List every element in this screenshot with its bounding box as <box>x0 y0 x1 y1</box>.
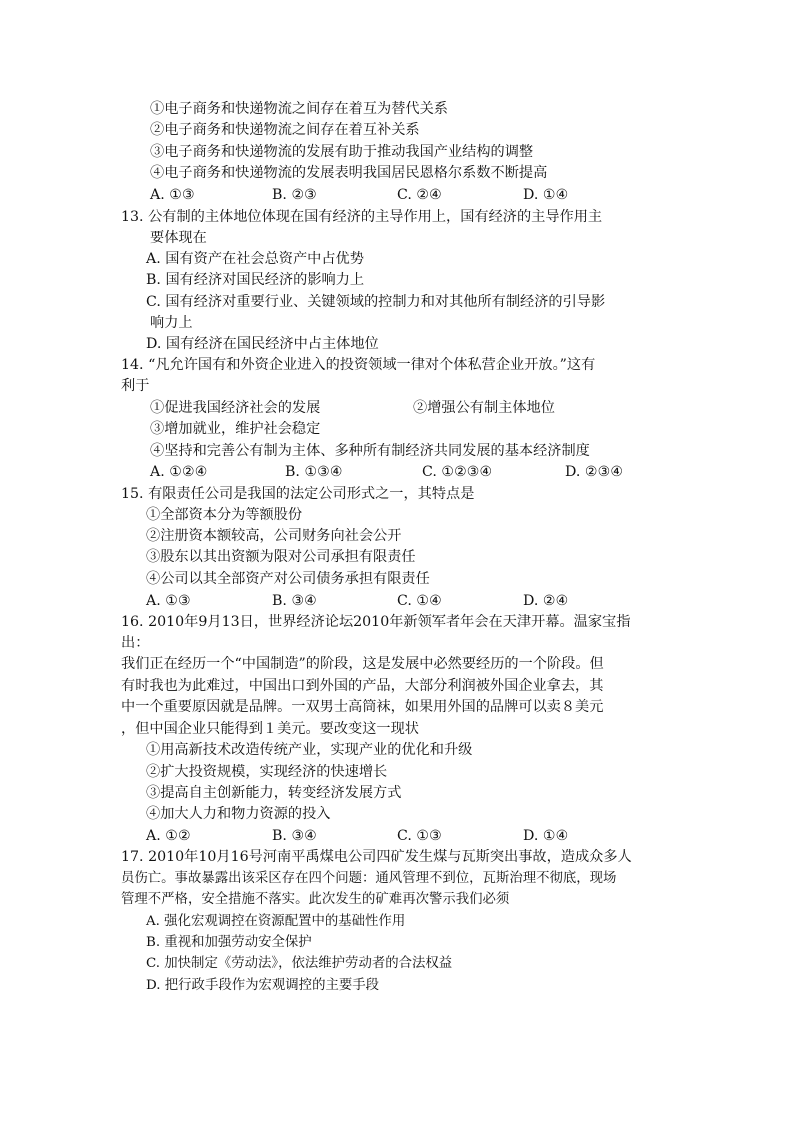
q16-option-3: ③提高自主创新能力，转变经济发展方式 <box>146 785 402 801</box>
q12-option-3: ③电子商务和快递物流的发展有助于推动我国产业结构的调整 <box>150 144 534 160</box>
q13-stem: 13. 公有制的主体地位体现在国有经济的主导作用上，国有经济的主导作用主 <box>121 209 603 225</box>
q15-choice-c: C. ①④ <box>397 593 442 609</box>
q16-quote-line-4: ，但中国企业只能得到１美元。要改变这一现状 <box>121 721 419 737</box>
q14-option-3: ③增加就业，维护社会稳定 <box>150 421 321 437</box>
q16-option-1: ①用高新技术改造传统产业，实现产业的优化和升级 <box>146 742 473 758</box>
q17-option-d: D. 把行政手段作为宏观调控的主要手段 <box>146 978 380 993</box>
q16-stem: 16. 2010年9月13日，世界经济论坛2010年新领军者年会在天津开幕。温家宝指 <box>121 614 631 630</box>
q15-option-1: ①全部资本分为等额股份 <box>146 507 303 523</box>
q13-option-c: C. 国有经济对重要行业、关键领域的控制力和对其他所有制经济的引导影 <box>146 294 606 310</box>
q12-option-2: ②电子商务和快递物流之间存在着互补关系 <box>150 122 420 138</box>
q16-choice-c: C. ①③ <box>397 828 442 844</box>
q14-stem-cont: 利于 <box>121 378 150 394</box>
q14-choice-b: B. ①③④ <box>285 464 343 480</box>
q15-option-2: ②注册资本额较高，公司财务向社会公开 <box>146 528 402 544</box>
q15-choice-b: B. ③④ <box>272 593 317 609</box>
q16-quote-line-1: 我们正在经历一个“中国制造”的阶段，这是发展中必然要经历的一个阶段。但 <box>121 656 604 672</box>
q15-choice-d: D. ②④ <box>523 593 569 609</box>
q15-option-4: ④公司以其全部资产对公司债务承担有限责任 <box>146 571 430 587</box>
q16-choice-b: B. ③④ <box>272 828 317 844</box>
q13-stem-cont: 要体现在 <box>150 230 207 246</box>
q14-choice-a: A. ①②④ <box>150 464 208 480</box>
q16-quote-line-2: 有时我也为此难过，中国出口到外国的产品，大部分利润被外国企业拿去，其 <box>121 678 604 694</box>
q14-option-2: ②增强公有制主体地位 <box>413 400 555 416</box>
q14-choice-d: D. ②③④ <box>565 464 624 480</box>
q13-option-b: B. 国有经济对国民经济的影响力上 <box>146 272 365 288</box>
q16-option-4: ④加大人力和物力资源的投入 <box>146 806 331 822</box>
q17-stem-cont-1: 员伤亡。事故暴露出该采区存在四个问题：通风管理不到位，瓦斯治理不彻底，现场 <box>121 871 617 886</box>
q17-option-c: C. 加快制定《劳动法》，依法维护劳动者的合法权益 <box>146 956 453 971</box>
q12-choice-b: B. ②③ <box>272 187 317 203</box>
q15-option-3: ③股东以其出资额为限对公司承担有限责任 <box>146 549 416 565</box>
q17-option-a: A. 强化宏观调控在资源配置中的基础性作用 <box>146 914 406 929</box>
q16-stem-cont: 出： <box>121 635 150 651</box>
q13-option-a: A. 国有资产在社会总资产中占优势 <box>146 251 364 267</box>
q12-option-1: ①电子商务和快递物流之间存在着互为替代关系 <box>150 101 448 117</box>
q14-option-1: ①促进我国经济社会的发展 <box>150 400 321 416</box>
q17-option-b: B. 重视和加强劳动安全保护 <box>146 935 312 950</box>
q12-choice-d: D. ①④ <box>523 187 569 203</box>
q16-option-2: ②扩大投资规模，实现经济的快速增长 <box>146 764 388 780</box>
q13-option-c-cont: 响力上 <box>150 315 193 331</box>
q12-choice-c: C. ②④ <box>397 187 442 203</box>
q12-choice-a: A. ①③ <box>150 187 195 203</box>
q15-choice-a: A. ①③ <box>146 593 191 609</box>
q14-stem: 14. “凡允许国有和外资企业进入的投资领域一律对个体私营企业开放。”这有 <box>121 357 596 373</box>
q14-option-4: ④坚持和完善公有制为主体、多种所有制经济共同发展的基本经济制度 <box>150 443 590 459</box>
q13-option-d: D. 国有经济在国民经济中占主体地位 <box>146 336 379 352</box>
q15-stem: 15. 有限责任公司是我国的法定公司形式之一，其特点是 <box>121 486 475 502</box>
q16-choice-d: D. ①④ <box>523 828 569 844</box>
q14-choice-c: C. ①②③④ <box>422 464 493 480</box>
q16-quote-line-3: 中一个重要原因就是品牌。一双男士高筒袜，如果用外国的品牌可以卖８美元 <box>121 699 604 715</box>
q17-stem: 17. 2010年10月16号河南平禹煤电公司四矿发生煤与瓦斯突出事故，造成众多人 <box>121 849 632 865</box>
q12-option-4: ④电子商务和快递物流的发展表明我国居民恩格尔系数不断提高 <box>150 165 548 181</box>
q17-stem-cont-2: 管理不严格，安全措施不落实。此次发生的矿难再次警示我们必须 <box>121 892 510 907</box>
q16-choice-a: A. ①② <box>146 828 191 844</box>
